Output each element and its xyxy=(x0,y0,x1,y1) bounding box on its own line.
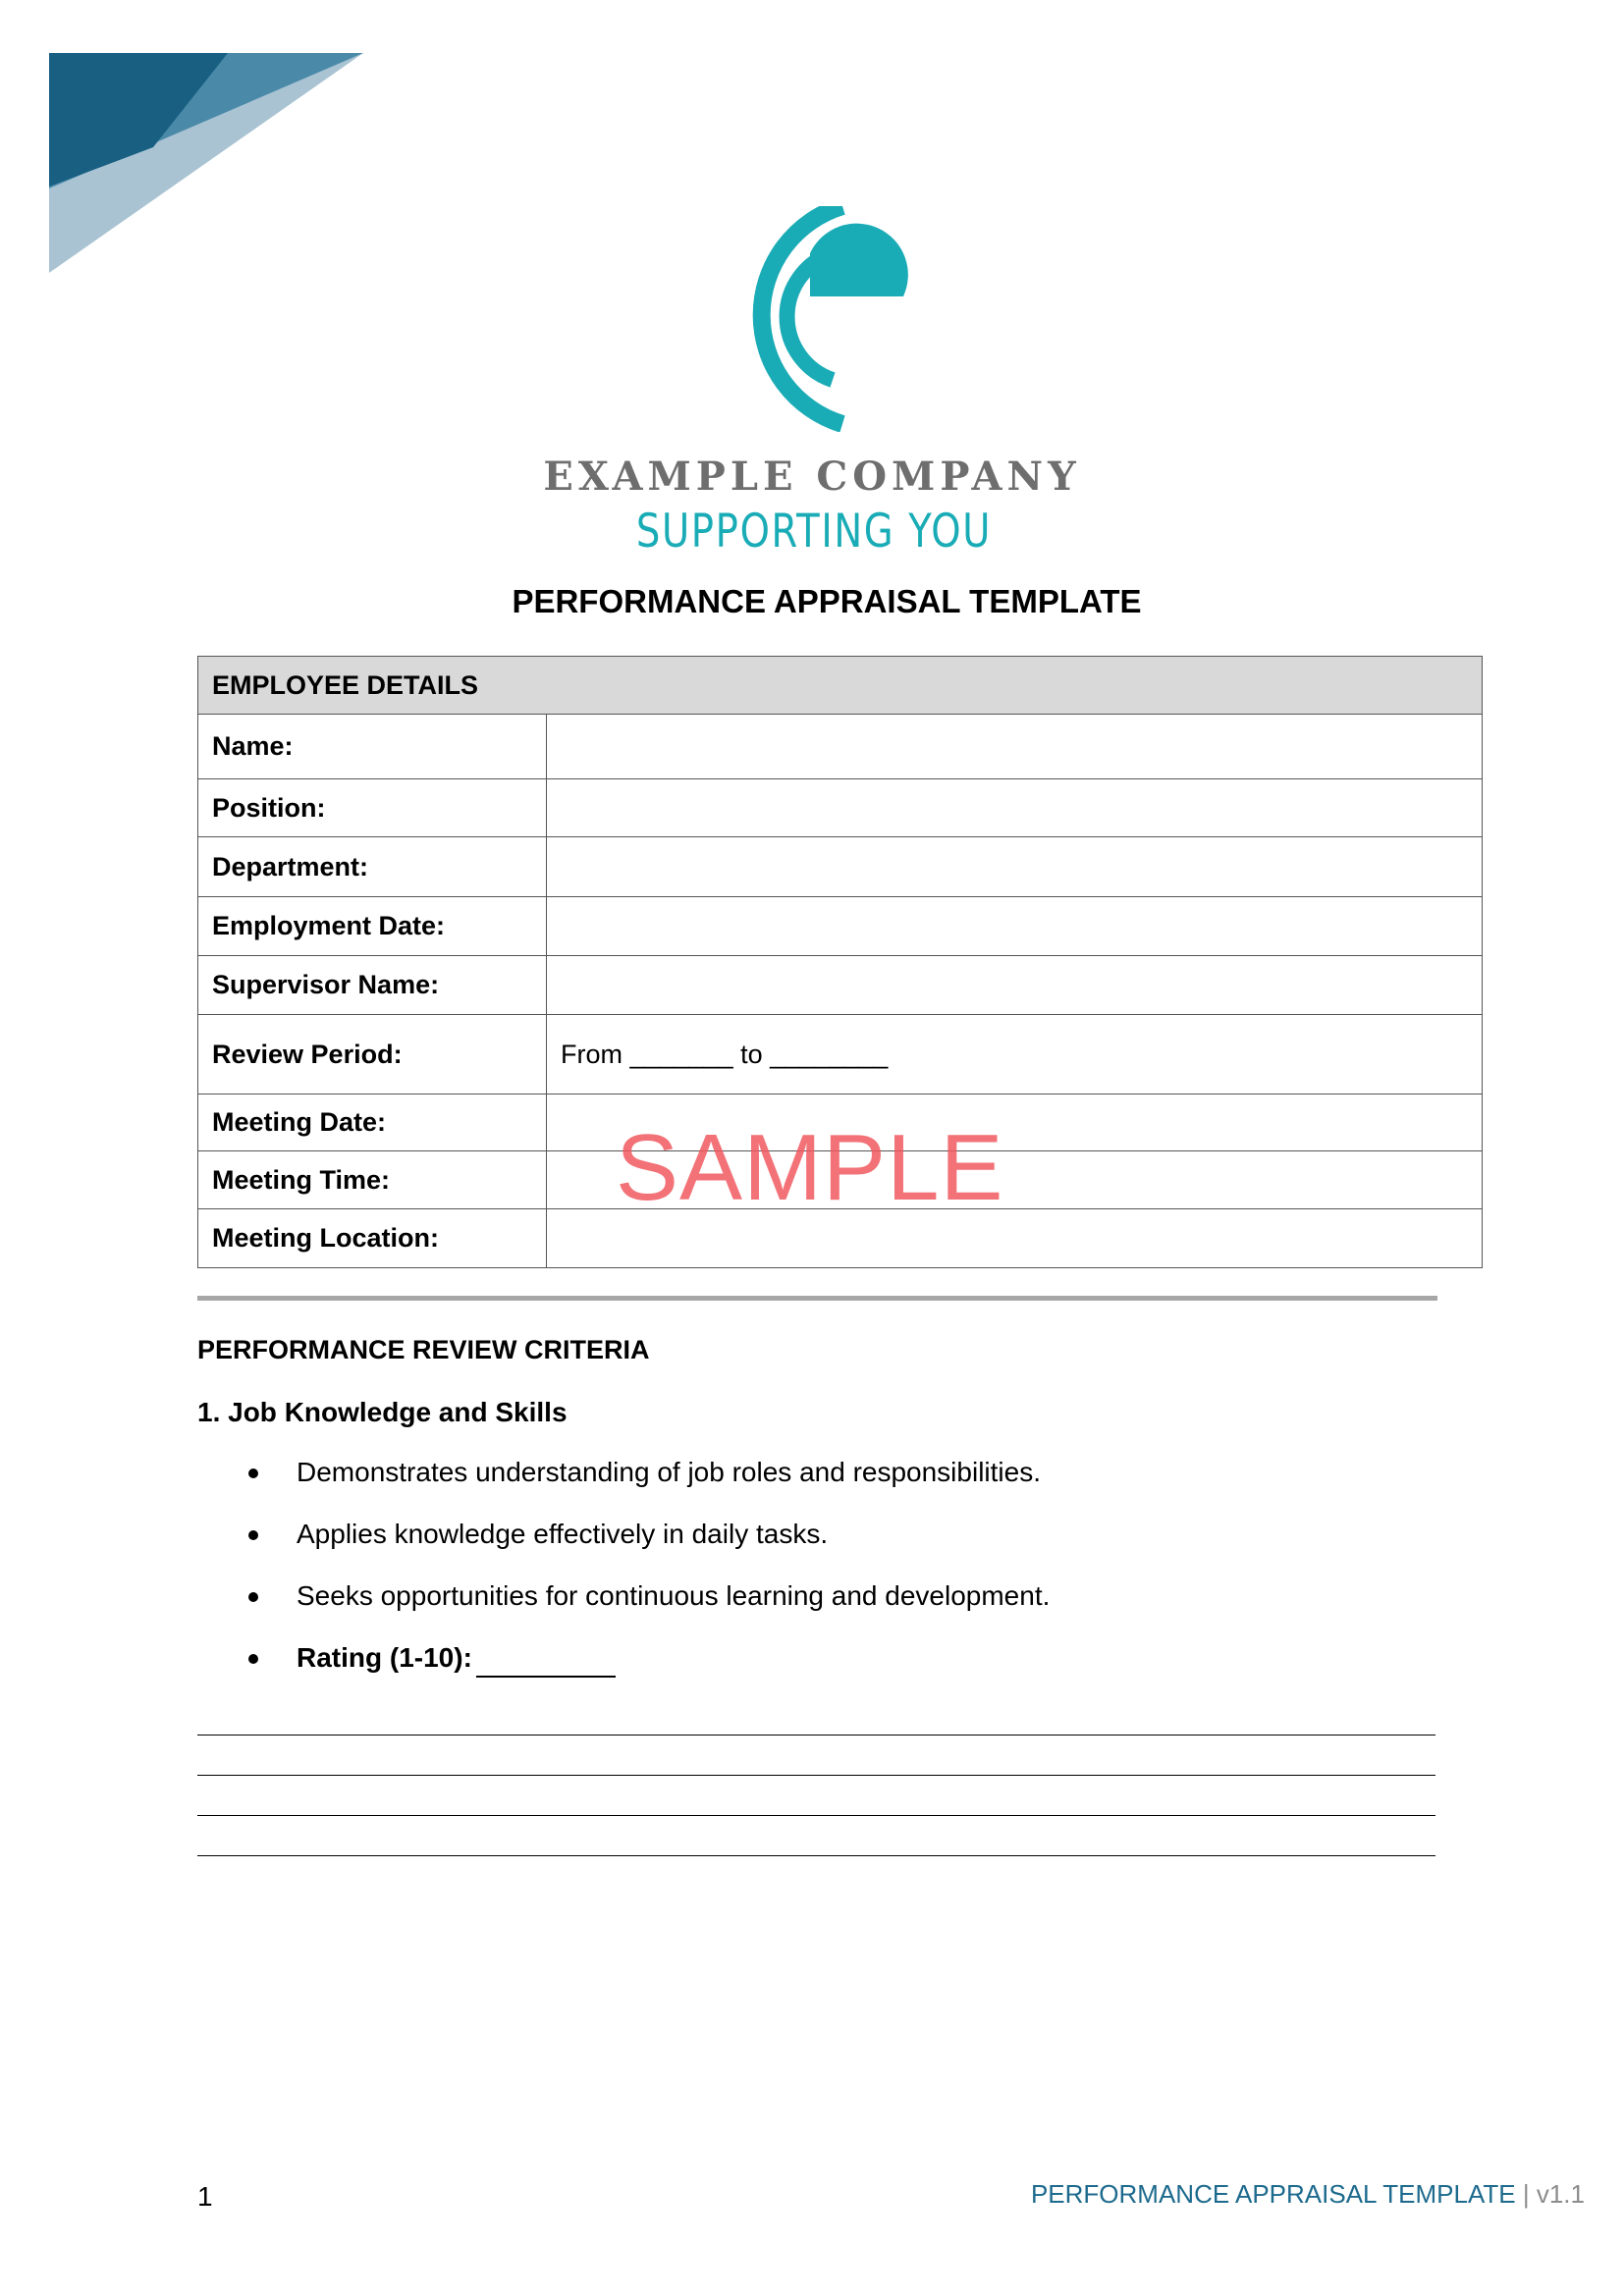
list-item xyxy=(197,1515,1050,1576)
comment-line-2[interactable] xyxy=(197,1775,1435,1776)
field-value-position[interactable] xyxy=(547,779,1483,837)
table-row xyxy=(198,1015,1483,1095)
field-value-department[interactable] xyxy=(547,837,1483,897)
bullet-icon xyxy=(248,1592,258,1602)
list-item-text: Applies knowledge effectively in daily tasks. xyxy=(297,1519,829,1549)
table-row xyxy=(198,956,1483,1015)
field-value-employment-date[interactable] xyxy=(547,897,1483,956)
company-name: EXAMPLE COMPANY xyxy=(543,454,1081,500)
section-divider xyxy=(197,1296,1437,1301)
footer-separator: | xyxy=(1522,2179,1530,2209)
field-label-position: Position: xyxy=(198,779,547,837)
page-number: 1 xyxy=(197,2181,213,2212)
criteria-list xyxy=(197,1453,1050,1700)
list-item xyxy=(197,1576,1050,1638)
footer-version: v1.1 xyxy=(1536,2179,1585,2209)
field-value-supervisor-name[interactable] xyxy=(547,956,1483,1015)
sample-watermark: SAMPLE xyxy=(616,1115,1004,1220)
corner-decoration xyxy=(0,0,393,294)
list-item xyxy=(197,1638,1050,1700)
rating-input-line[interactable] xyxy=(476,1646,616,1678)
table-row xyxy=(198,715,1483,779)
table-row xyxy=(198,779,1483,837)
field-label-meeting-date: Meeting Date: xyxy=(198,1095,547,1151)
bullet-icon xyxy=(248,1468,258,1478)
field-label-review-period: Review Period: xyxy=(198,1015,547,1095)
rating-label: Rating (1-10): xyxy=(297,1642,472,1673)
table-header-row xyxy=(198,657,1483,715)
table-row xyxy=(198,837,1483,897)
comment-line-3[interactable] xyxy=(197,1815,1435,1816)
field-label-name: Name: xyxy=(198,715,547,779)
field-label-department: Department: xyxy=(198,837,547,897)
criteria-section-title: 1. Job Knowledge and Skills xyxy=(197,1397,568,1427)
company-tagline: SUPPORTING YOU xyxy=(635,505,993,559)
field-label-meeting-location: Meeting Location: xyxy=(198,1209,547,1268)
footer-document-info xyxy=(1031,2179,1585,2210)
list-item-text: Demonstrates understanding of job roles and responsibilities. xyxy=(297,1457,1041,1487)
table-row xyxy=(198,897,1483,956)
list-item-text: Seeks opportunities for continuous learning and development. xyxy=(297,1580,1051,1611)
field-label-supervisor-name: Supervisor Name: xyxy=(198,956,547,1015)
bullet-icon xyxy=(248,1530,258,1540)
bullet-icon xyxy=(248,1654,258,1664)
employee-details-heading: EMPLOYEE DETAILS xyxy=(198,657,1483,715)
criteria-heading: PERFORMANCE REVIEW CRITERIA xyxy=(197,1335,650,1364)
list-item xyxy=(197,1453,1050,1515)
field-label-employment-date: Employment Date: xyxy=(198,897,547,956)
company-logo xyxy=(722,206,913,432)
field-value-review-period[interactable]: From _______ to ________ xyxy=(547,1015,1483,1095)
page-title: PERFORMANCE APPRAISAL TEMPLATE xyxy=(512,583,1142,619)
field-value-name[interactable] xyxy=(547,715,1483,779)
field-label-meeting-time: Meeting Time: xyxy=(198,1151,547,1209)
comment-line-4[interactable] xyxy=(197,1855,1435,1856)
footer-title: PERFORMANCE APPRAISAL TEMPLATE xyxy=(1030,2179,1516,2209)
